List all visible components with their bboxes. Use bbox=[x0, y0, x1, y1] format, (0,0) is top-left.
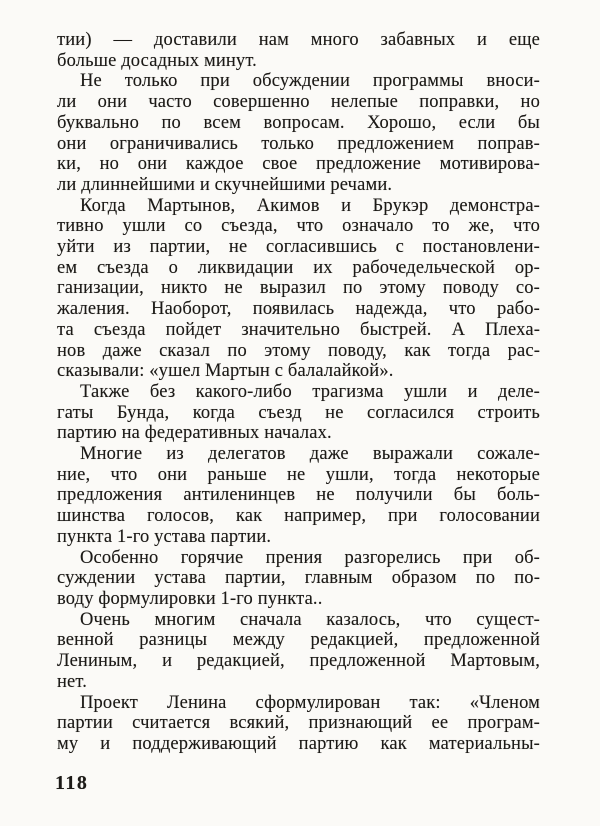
text-line: суждении устава партии, главным образом по по- bbox=[57, 568, 540, 589]
text-line: пункта 1-го устава партии. bbox=[57, 526, 272, 547]
text-line: та съезда пойдет значительно быстрей. А Плеха- bbox=[57, 319, 540, 340]
text-line: больше досадных минут. bbox=[57, 50, 257, 71]
text-line: Особенно горячие прения разгорелись при об- bbox=[80, 547, 540, 568]
text-line: уйти из партии, не согласившись с постановлени- bbox=[57, 237, 540, 258]
text-line: партию на федеративных началах. bbox=[57, 423, 332, 444]
text-line: буквально по всем вопросам. Хорошо, если бы bbox=[57, 112, 540, 133]
text-line: Очень многим сначала казалось, что сущест- bbox=[80, 609, 540, 630]
text-line: нов даже сказал по этому поводу, как тогда рас- bbox=[57, 340, 540, 361]
text-line: они ограничивались только предложением поправ- bbox=[57, 133, 540, 154]
text-line: шинства голосов, как например, при голосовании bbox=[57, 506, 540, 527]
text-line: Также без какого-либо трагизма ушли и деле- bbox=[80, 381, 540, 402]
text-line: Проект Ленина сформулирован так: «Членом bbox=[80, 692, 540, 713]
text-line: гаты Бунда, когда съезд не согласился строить bbox=[57, 402, 540, 423]
page-text bbox=[57, 30, 540, 755]
text-line: ние, что они раньше не ушли, тогда некоторые bbox=[57, 464, 540, 485]
text-line: Когда Мартынов, Акимов и Брукэр демонстра- bbox=[80, 195, 540, 216]
page-number: 118 bbox=[55, 772, 89, 794]
text-line: ки, но они каждое свое предложение мотивирова- bbox=[57, 154, 540, 175]
text-line: ли длиннейшими и скучнейшими речами. bbox=[57, 174, 393, 195]
text-line: му и поддерживающий партию как материальны- bbox=[57, 733, 540, 754]
text-line: Не только при обсуждении программы вноси- bbox=[80, 71, 540, 92]
text-line: сказывали: «ушел Мартын с балалайкой». bbox=[57, 361, 394, 382]
text-line: предложения антиленинцев не получили бы боль- bbox=[57, 485, 540, 506]
text-line: ганизации, никто не выразил по этому поводу со- bbox=[57, 278, 540, 299]
text-line: нет. bbox=[57, 671, 88, 692]
text-line: Лениным, и редакцией, предложенной Мартовым, bbox=[57, 651, 540, 672]
text-line: ем съезда о ликвидации их рабочедельческой ор- bbox=[57, 257, 540, 278]
text-line: воду формулировки 1-го пункта.. bbox=[57, 588, 323, 609]
text-line: тивно ушли со съезда, что означало то же, что bbox=[57, 216, 540, 237]
text-line: венной разницы между редакцией, предложенной bbox=[57, 630, 540, 651]
text-line: партии считается всякий, признающий ее програм- bbox=[57, 713, 540, 734]
text-line: ли они часто совершенно нелепые поправки, но bbox=[57, 92, 540, 113]
text-line: тии) — доставили нам много забавных и еще bbox=[57, 30, 540, 50]
text-line: Многие из делегатов даже выражали сожале- bbox=[80, 444, 540, 465]
text-line: жаления. Наоборот, появилась надежда, что рабо- bbox=[57, 299, 540, 320]
